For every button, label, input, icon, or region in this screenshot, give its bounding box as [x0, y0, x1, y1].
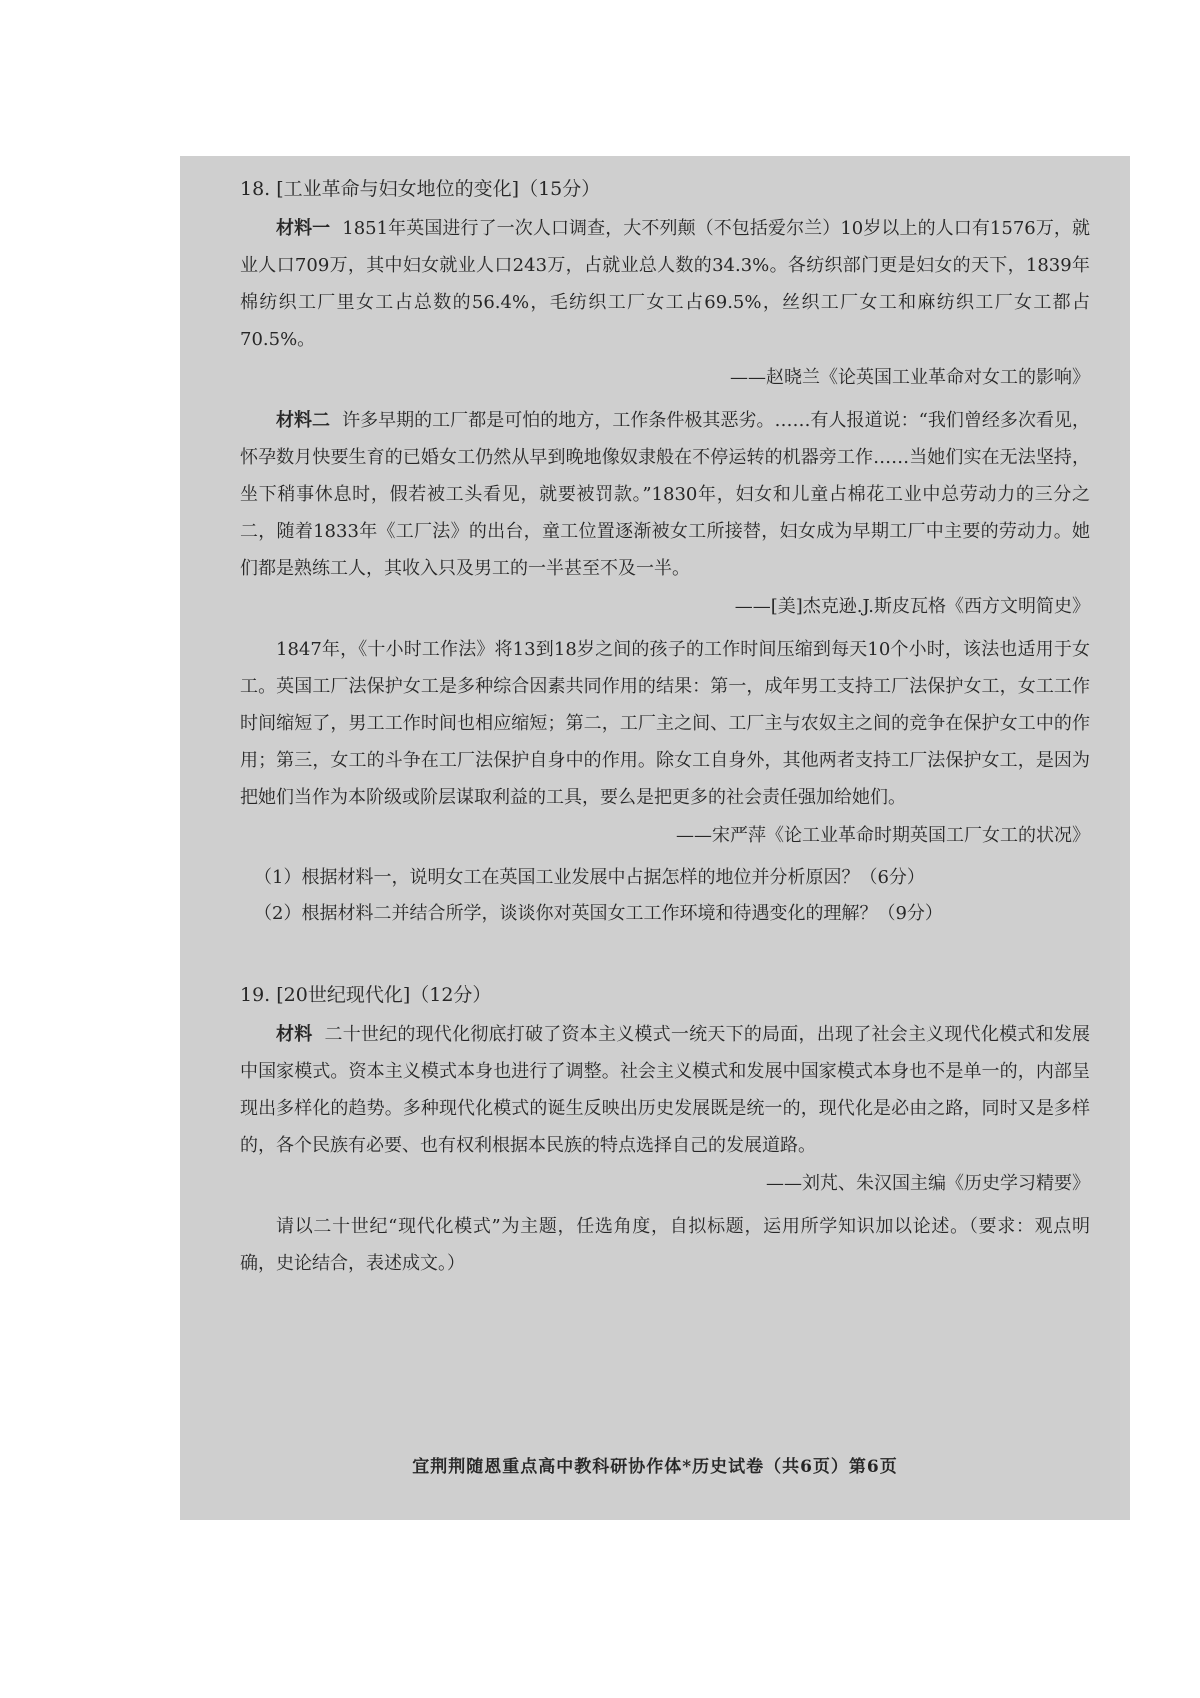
q18-material-1-label: 材料一: [276, 218, 331, 239]
q18-material-1: [240, 210, 1090, 358]
question-18-title: 18. [工业革命与妇女地位的变化]（15分）: [240, 178, 601, 200]
q18-sub-question-1: （1）根据材料一，说明女工在英国工业发展中占据怎样的地位并分析原因？（6分）: [254, 867, 925, 888]
question-spacer: [240, 932, 1090, 982]
page-footer: 宜荆荆随恩重点高中教科研协作体*历史试卷（共6页）第6页: [412, 1457, 898, 1477]
q18-material-2-source: ——[美]杰克逊.J.斯皮瓦格《西方文明简史》: [734, 596, 1090, 617]
q19-material-text: 二十世纪的现代化彻底打破了资本主义模式一统天下的局面，出现了社会主义现代化模式和发展中国家模式。资本主义模式本身也进行了调整。社会主义模式和发展中国家模式本身也不是单一的，内部呈现出多样化的趋势。多种现代化模式的诞生反映出历史发展既是统一的，现代化是必由之路，同时又是多样的，各个民族有必要、也有权利根据本民族的特点选择自己的发展道路。: [240, 1024, 1090, 1156]
q18-material-1-text: 1851年英国进行了一次人口调查，大不列颠（不包括爱尔兰）10岁以上的人口有1576万，就业人口709万，其中妇女就业人口243万，占就业总人数的34.3%。各纺织部门更是妇女的天下，1839年棉纺织工厂里女工占总数的56.4%，毛纺织工厂女工占69.5%，丝织工厂女工和麻纺织工厂女工都占70.5%。: [240, 218, 1090, 350]
q18-material-2-text: 许多早期的工厂都是可怕的地方，工作条件极其恶劣。……有人报道说：“我们曾经多次看见，怀孕数月快要生育的已婚女工仍然从早到晚地像奴隶般在不停运转的机器旁工作……当她们实在无法坚持，坐下稍事休息时，假若被工头看见，就要被罚款。”1830年，妇女和儿童占棉花工业中总劳动力的三分之二，随着1833年《工厂法》的出台，童工位置逐渐被女工所接替，妇女成为早期工厂中主要的劳动力。她们都是熟练工人，其收入只及男工的一半甚至不及一半。: [240, 410, 1091, 579]
q18-material-2: [240, 402, 1090, 587]
scanned-exam-page: [180, 156, 1130, 1520]
q19-material-label: 材料: [276, 1024, 313, 1045]
q18-material-2-label: 材料二: [276, 410, 331, 431]
q18-sub-question-2: （2）根据材料二并结合所学，谈谈你对英国女工工作环境和待遇变化的理解？（9分）: [254, 903, 943, 924]
q19-task: 请以二十世纪“现代化模式”为主题，任选角度，自拟标题，运用所学知识加以论述。（要求：观点明确，史论结合，表述成文。）: [240, 1216, 1090, 1274]
question-19-title: 19. [20世纪现代化]（12分）: [240, 984, 492, 1006]
q18-material-1-source: ——赵晓兰《论英国工业革命对女工的影响》: [730, 367, 1090, 388]
page-content: [240, 176, 1090, 1282]
q18-material-3-text: 1847年，《十小时工作法》将13到18岁之间的孩子的工作时间压缩到每天10个小时，该法也适用于女工。英国工厂法保护女工是多种综合因素共同作用的结果：第一，成年男工支持工厂法保护女工，女工工作时间缩短了，男工工作时间也相应缩短；第二，工厂主之间、工厂主与农奴主之间的竞争在保护女工中的作用；第三，女工的斗争在工厂法保护自身中的作用。除女工自身外，其他两者支持工厂法保护女工，是因为把她们当作为本阶级或阶层谋取利益的工具，要么是把更多的社会责任强加给她们。: [240, 639, 1090, 808]
q19-material: [240, 1016, 1090, 1164]
q19-material-source: ——刘芃、朱汉国主编《历史学习精要》: [766, 1173, 1090, 1194]
q18-material-3-source: ——宋严萍《论工业革命时期英国工厂女工的状况》: [676, 825, 1090, 846]
